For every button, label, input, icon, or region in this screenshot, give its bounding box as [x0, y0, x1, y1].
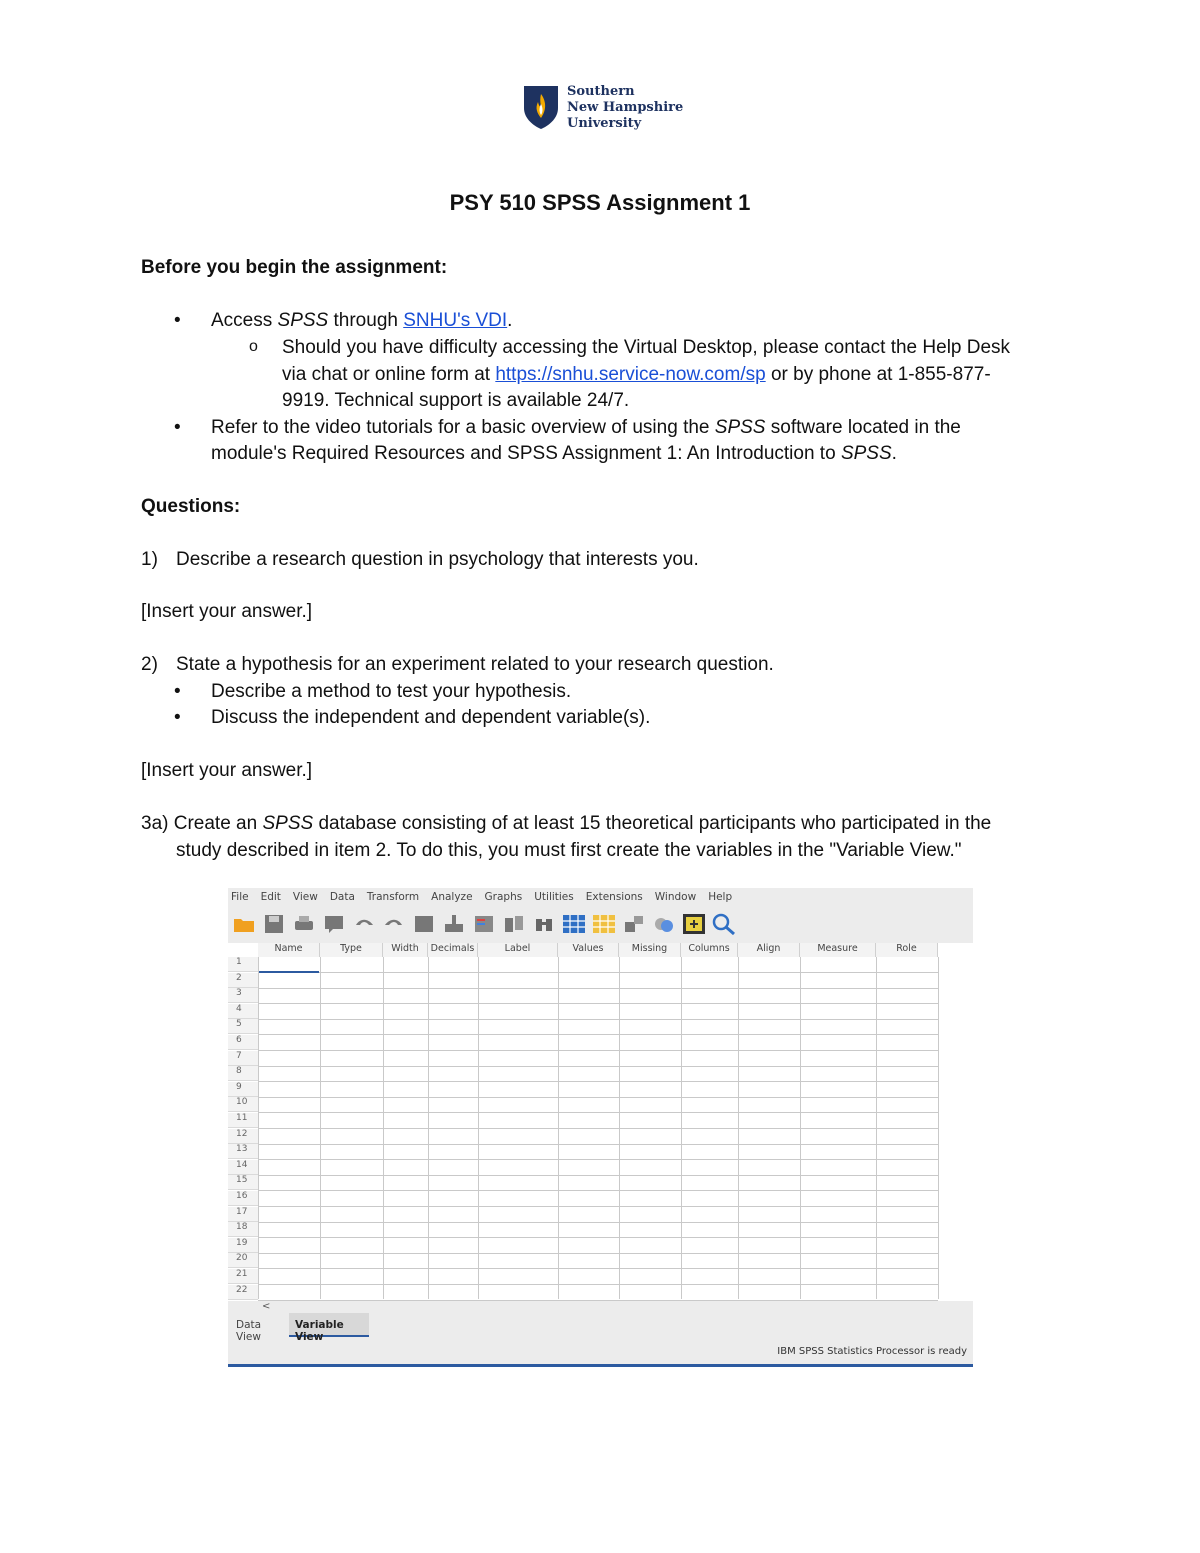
- row-number[interactable]: 5: [228, 1019, 258, 1034]
- undo-icon[interactable]: [352, 913, 376, 935]
- insert-cases-icon[interactable]: [562, 913, 586, 935]
- spss-toolbar: [232, 910, 736, 938]
- bullet-dot: •: [174, 681, 181, 702]
- grid-row-line: [258, 1112, 938, 1113]
- grid-row-line: [258, 1066, 938, 1067]
- bullet-dot: •: [174, 707, 181, 728]
- menu-edit[interactable]: Edit: [260, 891, 281, 903]
- row-number[interactable]: 21: [228, 1269, 258, 1284]
- row-number[interactable]: 16: [228, 1191, 258, 1206]
- q2-bullet-method: Describe a method to test your hypothesis.: [211, 681, 572, 702]
- grid-row-line: [258, 1144, 938, 1145]
- menu-graphs[interactable]: Graphs: [484, 891, 523, 903]
- column-header-align[interactable]: Align: [738, 943, 800, 957]
- view-tabs: [228, 1301, 973, 1343]
- row-number[interactable]: 10: [228, 1097, 258, 1112]
- open-folder-icon[interactable]: [232, 913, 256, 935]
- spss-menu-bar: [228, 888, 973, 908]
- save-icon[interactable]: [262, 913, 286, 935]
- grid-row-line: [258, 1159, 938, 1160]
- row-number[interactable]: 2: [228, 973, 258, 988]
- redo-icon[interactable]: [382, 913, 406, 935]
- column-header-name[interactable]: Name: [258, 943, 320, 957]
- grid-row-line: [258, 1300, 938, 1301]
- grid-row-line: [258, 1284, 938, 1285]
- dialog-recall-icon[interactable]: [322, 913, 346, 935]
- grid-row-line: [258, 1253, 938, 1254]
- weight-cases-icon[interactable]: [622, 913, 646, 935]
- grid-row-line: [258, 1019, 938, 1020]
- variable-view-grid[interactable]: [228, 943, 973, 1301]
- bullet-access-spss: Access SPSS through SNHU's VDI.: [211, 310, 513, 331]
- column-header-measure[interactable]: Measure: [800, 943, 876, 957]
- column-header-role[interactable]: Role: [876, 943, 938, 957]
- row-number[interactable]: 14: [228, 1160, 258, 1175]
- find-icon[interactable]: [532, 913, 556, 935]
- print-icon[interactable]: [292, 913, 316, 935]
- split-file-icon[interactable]: [502, 913, 526, 935]
- tab-data-view[interactable]: Data View: [236, 1319, 262, 1343]
- row-number[interactable]: 3: [228, 988, 258, 1003]
- bullet-dot: •: [174, 310, 181, 331]
- menu-transform[interactable]: Transform: [366, 891, 420, 903]
- status-text: IBM SPSS Statistics Processor is ready: [777, 1346, 967, 1357]
- row-number[interactable]: 4: [228, 1004, 258, 1019]
- row-number[interactable]: 9: [228, 1082, 258, 1097]
- grid-row-line: [258, 1050, 938, 1051]
- row-number[interactable]: 20: [228, 1253, 258, 1268]
- row-number[interactable]: 15: [228, 1175, 258, 1190]
- q1-number: 1): [141, 549, 158, 570]
- university-logo: [522, 84, 682, 134]
- logo-wordmark: [567, 84, 683, 132]
- grid-row-line: [258, 1222, 938, 1223]
- active-cell[interactable]: [259, 957, 319, 973]
- goto-case-icon[interactable]: [412, 913, 436, 935]
- row-number[interactable]: 13: [228, 1144, 258, 1159]
- menu-utilities[interactable]: Utilities: [534, 891, 574, 903]
- answer-placeholder-1[interactable]: [Insert your answer.]: [141, 601, 313, 622]
- logo-line-2: New Hampshire: [567, 100, 684, 115]
- menu-file[interactable]: File: [231, 891, 249, 903]
- grid-row-line: [258, 1097, 938, 1098]
- menu-analyze[interactable]: Analyze: [431, 891, 473, 903]
- row-number[interactable]: 1: [228, 957, 258, 972]
- value-labels-icon[interactable]: [652, 913, 676, 935]
- grid-row-line: [258, 1268, 938, 1269]
- menu-window[interactable]: Window: [654, 891, 697, 903]
- grid-row-line: [258, 972, 938, 973]
- column-header-columns[interactable]: Columns: [681, 943, 738, 957]
- row-number[interactable]: 8: [228, 1066, 258, 1081]
- scroll-left-arrow[interactable]: <: [262, 1301, 271, 1312]
- shield-flame-icon: [522, 84, 560, 130]
- q1-text: Describe a research question in psychology that interests you.: [176, 549, 699, 570]
- column-header-label[interactable]: Label: [478, 943, 558, 957]
- grid-row-line: [258, 1206, 938, 1207]
- bullet-dot: •: [174, 417, 181, 438]
- variables-icon[interactable]: [472, 913, 496, 935]
- q3-line-1: 3a) Create an SPSS database consisting of at least 15 theoretical participants who participated in the: [141, 813, 992, 834]
- menu-view[interactable]: View: [292, 891, 318, 903]
- menu-extensions[interactable]: Extensions: [585, 891, 643, 903]
- row-number[interactable]: 12: [228, 1129, 258, 1144]
- page-title: PSY 510 SPSS Assignment 1: [449, 190, 751, 215]
- logo-line-3: University: [567, 116, 642, 131]
- column-header-type[interactable]: Type: [320, 943, 383, 957]
- search-icon[interactable]: [712, 913, 736, 935]
- row-number[interactable]: 18: [228, 1222, 258, 1237]
- q2-text: State a hypothesis for an experiment related to your research question.: [176, 654, 774, 675]
- sub-bullet-line-2: via chat or online form at https://snhu.service-now.com/sp or by phone at 1-855-877-: [282, 364, 991, 385]
- grid-row-line: [258, 1190, 938, 1191]
- goto-variable-icon[interactable]: [442, 913, 466, 935]
- row-number[interactable]: 17: [228, 1207, 258, 1222]
- grid-row-line: [258, 1081, 938, 1082]
- row-number[interactable]: 11: [228, 1113, 258, 1128]
- answer-placeholder-2[interactable]: [Insert your answer.]: [141, 760, 313, 781]
- sub-bullet-line-1: Should you have difficulty accessing the Virtual Desktop, please contact the Help Desk: [282, 337, 1011, 358]
- menu-data[interactable]: Data: [329, 891, 355, 903]
- column-header-values[interactable]: Values: [558, 943, 619, 957]
- bullet-video-line-1: Refer to the video tutorials for a basic overview of using the SPSS software located in the: [211, 417, 961, 438]
- row-number[interactable]: 7: [228, 1051, 258, 1066]
- sub-bullet-marker: o: [249, 338, 258, 355]
- grid-row-line: [258, 1128, 938, 1129]
- column-header-decimals[interactable]: Decimals: [428, 943, 478, 957]
- grid-row-line: [258, 1237, 938, 1238]
- row-number[interactable]: 19: [228, 1238, 258, 1253]
- logo-line-1: Southern: [567, 84, 635, 99]
- help-desk-link[interactable]: https://snhu.service-now.com/sp: [495, 364, 766, 385]
- column-header-width[interactable]: Width: [383, 943, 428, 957]
- grid-row-line: [258, 988, 938, 989]
- q2-bullet-variables: Discuss the independent and dependent variable(s).: [211, 707, 651, 728]
- bullet-video-line-2: module's Required Resources and SPSS Assignment 1: An Introduction to SPSS.: [211, 443, 897, 464]
- questions-heading: Questions:: [141, 496, 241, 517]
- grid-row-line: [258, 1175, 938, 1176]
- grid-column-line: [938, 957, 939, 1299]
- q2-number: 2): [141, 654, 158, 675]
- spss-variable-view-screenshot: [228, 888, 973, 1367]
- before-heading: Before you begin the assignment:: [141, 257, 448, 278]
- tab-variable-view[interactable]: Variable View: [289, 1313, 369, 1337]
- vdi-link[interactable]: SNHU's VDI: [403, 310, 508, 331]
- use-sets-icon[interactable]: [682, 913, 706, 935]
- q3-line-2: study described in item 2. To do this, you must first create the variables in the "Variable View.": [176, 840, 962, 861]
- status-bar: [228, 1344, 973, 1362]
- menu-help[interactable]: Help: [708, 891, 733, 903]
- insert-variable-icon[interactable]: [592, 913, 616, 935]
- row-number[interactable]: 22: [228, 1285, 258, 1300]
- sub-bullet-line-3: 9919. Technical support is available 24/7.: [282, 390, 630, 411]
- grid-row-line: [258, 1034, 938, 1035]
- grid-row-line: [258, 1003, 938, 1004]
- column-header-missing[interactable]: Missing: [619, 943, 681, 957]
- row-number[interactable]: 6: [228, 1035, 258, 1050]
